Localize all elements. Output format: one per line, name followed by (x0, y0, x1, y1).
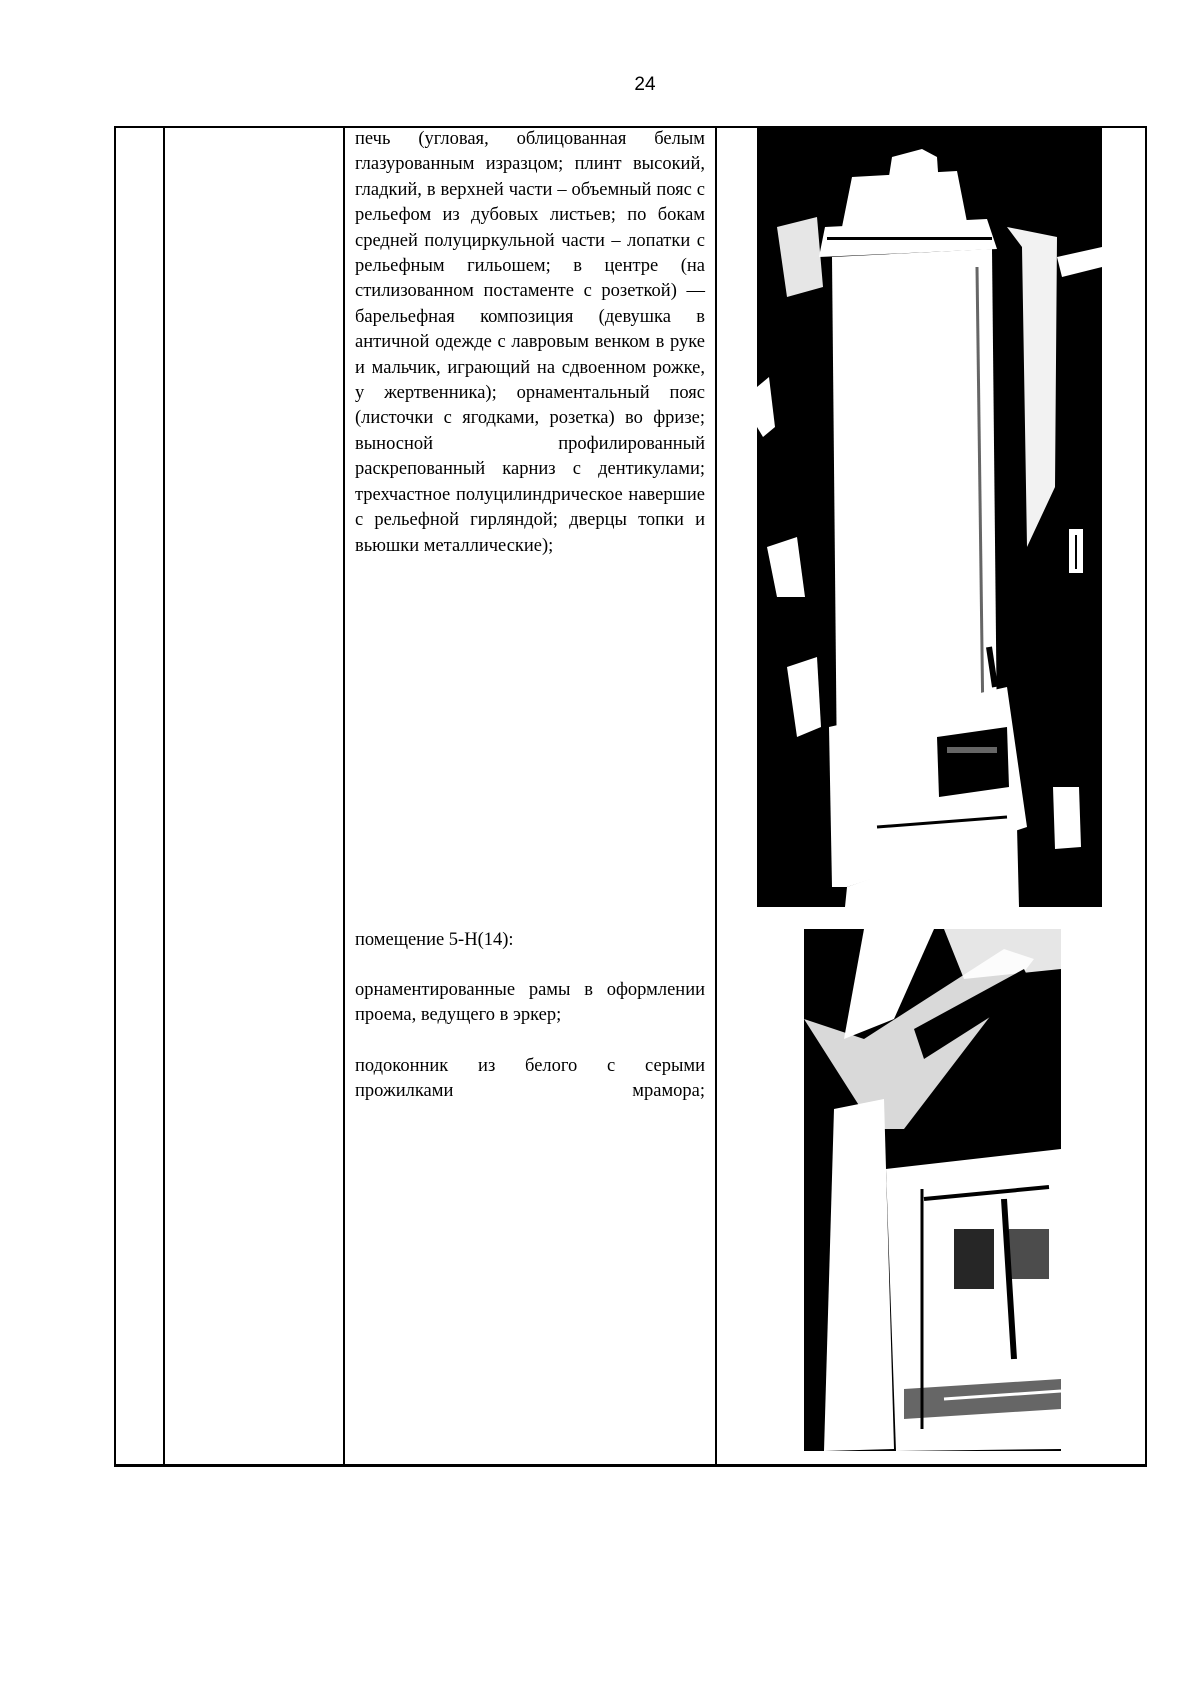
room-heading: помещение 5-Н(14): (355, 930, 514, 950)
column-divider-2 (343, 126, 345, 1467)
frames-description: орнаментированные рамы в оформлении проема, ведущего в эркер; (355, 980, 705, 1026)
stove-description: печь (угловая, облицованная белым глазурованным изразцом; плинт высокий, гладкий, в верхней части – объемный пояс с рельефом из дубовых листьев; по бокам средней полуциркульной части – лопатки с рельефным гильошем; в центре (на стилизованном постаменте с розеткой) — барельефная композиция (девушка в античной одежде с лавровым венком в руке и мальчик, играющий на сдвоенном рожке, у жертвенника); орнаментальный пояс (листочки с ягодками, розетка) во фризе; выносной профилированный раскрепованный карниз с дентикулами; трехчастное полуцилиндрическое навершие с рельефной гирляндой; дверцы топки и вьюшки металлические); (355, 129, 705, 556)
frames-photo (804, 929, 1061, 1451)
stove-photo-drawing (757, 127, 1102, 907)
table-bottom-border (114, 1464, 1147, 1467)
column-divider-3 (715, 126, 717, 1467)
table-left-border (114, 126, 116, 1467)
column-divider-1 (163, 126, 165, 1467)
table-right-border (1145, 126, 1147, 1467)
windowsill-description: подоконник из белого с серыми прожилками мрамора; (355, 1056, 705, 1102)
frames-photo-drawing (804, 929, 1061, 1451)
page-number: 24 (634, 74, 656, 95)
stove-photo (757, 127, 1102, 907)
